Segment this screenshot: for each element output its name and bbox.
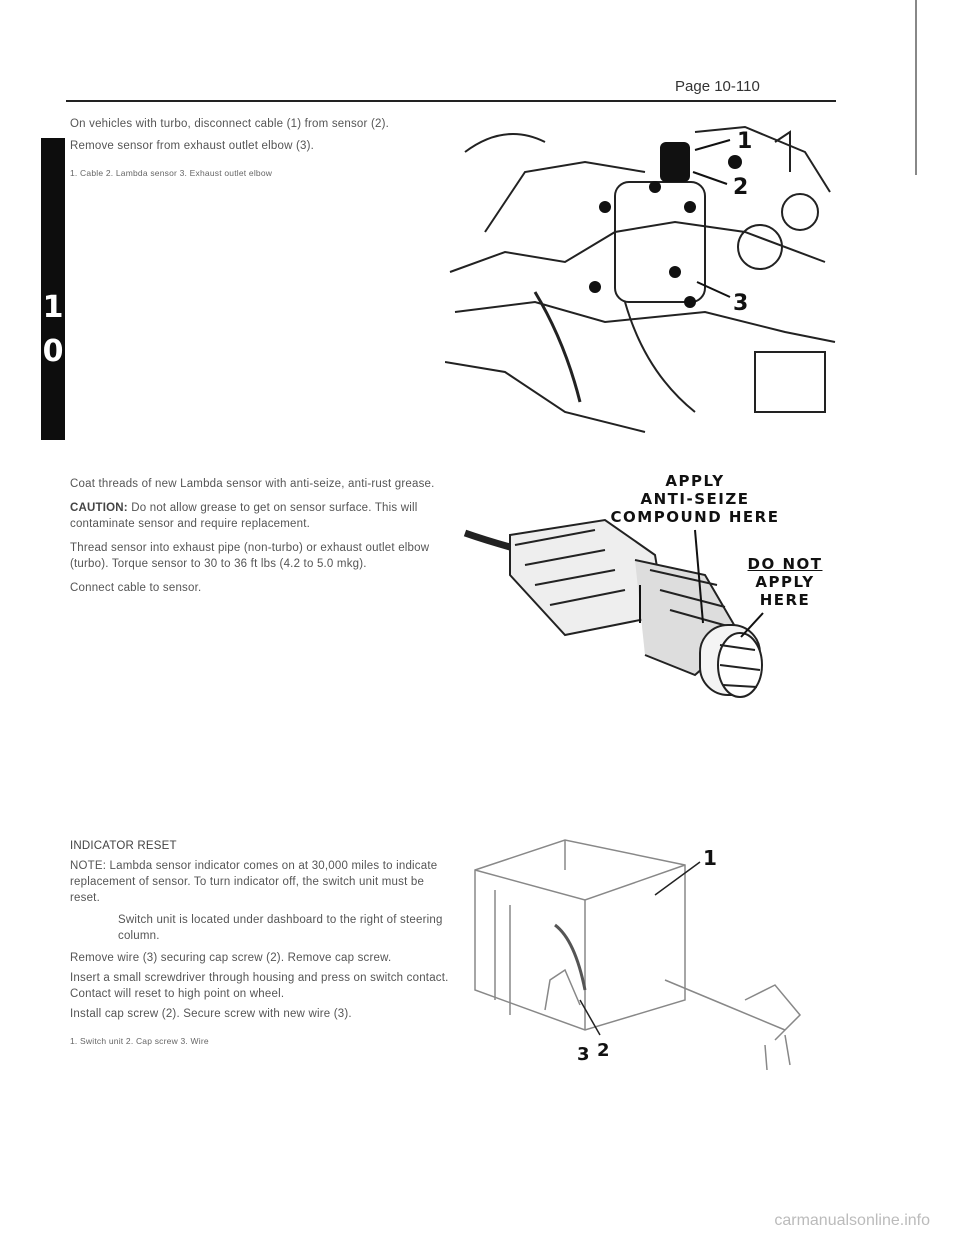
note-label: NOTE: bbox=[70, 860, 107, 872]
callout-2: 2 bbox=[733, 175, 749, 200]
caution-paragraph bbox=[70, 500, 450, 532]
callout-text: COMPOUND HERE bbox=[610, 508, 780, 526]
figure-caption: 1. Switch unit 2. Cap screw 3. Wire bbox=[70, 1036, 209, 1046]
note-text: Lambda sensor indicator comes on at 30,000 miles to indicate replacement of sensor. To turn indicator off, the switch unit must be reset. bbox=[70, 860, 438, 904]
callout-3: 3 bbox=[733, 291, 749, 316]
note-paragraph bbox=[70, 858, 450, 906]
paragraph: Install cap screw (2). Secure screw with new wire (3). bbox=[70, 1008, 352, 1020]
callout-text: APPLY bbox=[665, 472, 725, 490]
figure-caption: 1. Cable 2. Lambda sensor 3. Exhaust outlet elbow bbox=[70, 168, 273, 178]
paragraph: Connect cable to sensor. bbox=[70, 582, 202, 594]
callout-1: 1 bbox=[703, 846, 717, 870]
callout-3: 3 bbox=[577, 1044, 590, 1065]
caution-text: Do not allow grease to get on sensor surface. This will contaminate sensor and require replacement. bbox=[70, 502, 418, 530]
paragraph: Insert a small screwdriver through housing and press on switch contact. Contact will reset to high point on wheel. bbox=[70, 972, 449, 1000]
site-watermark: carmanualsonline.info bbox=[774, 1212, 930, 1229]
section-sensor-install bbox=[70, 476, 450, 596]
paragraph: Remove wire (3) securing cap screw (2). Remove cap screw. bbox=[70, 952, 392, 964]
callout-2: 2 bbox=[597, 1040, 610, 1061]
exhaust-elbow-illustration bbox=[445, 112, 840, 442]
note-paragraph-2: Switch unit is located under dashboard to the right of steering column. bbox=[118, 914, 443, 942]
callout-text: DO NOT bbox=[747, 555, 823, 573]
switch-unit-illustration bbox=[455, 830, 840, 1075]
paragraph: Thread sensor into exhaust pipe (non-turbo) or exhaust outlet elbow (turbo). Torque sensor to 30 to 36 ft lbs (4.2 to 5.0 mkg). bbox=[70, 542, 430, 570]
lambda-sensor-illustration bbox=[455, 515, 835, 725]
section-sensor-removal bbox=[70, 116, 450, 178]
paragraph: On vehicles with turbo, disconnect cable (1) from sensor (2). bbox=[70, 118, 389, 130]
callout-1: 1 bbox=[737, 129, 753, 154]
callout-text: ANTI-SEIZE bbox=[640, 490, 750, 508]
callout-text: APPLY bbox=[755, 573, 815, 591]
section-thumb-tab bbox=[41, 138, 65, 440]
paragraph: Remove sensor from exhaust outlet elbow (3). bbox=[70, 140, 315, 152]
thumb-digit-2: 0 bbox=[42, 334, 64, 369]
thumb-digit-1: 1 bbox=[42, 290, 64, 325]
scan-edge-mark bbox=[915, 0, 917, 175]
section-heading: INDICATOR RESET bbox=[70, 840, 177, 852]
paragraph: Coat threads of new Lambda sensor with anti-seize, anti-rust grease. bbox=[70, 478, 435, 490]
caution-label: CAUTION: bbox=[70, 502, 128, 514]
callout-text: HERE bbox=[759, 591, 811, 609]
page-number: Page 10-110 bbox=[675, 78, 760, 95]
section-indicator-reset bbox=[70, 838, 450, 1046]
header-rule bbox=[66, 100, 836, 102]
